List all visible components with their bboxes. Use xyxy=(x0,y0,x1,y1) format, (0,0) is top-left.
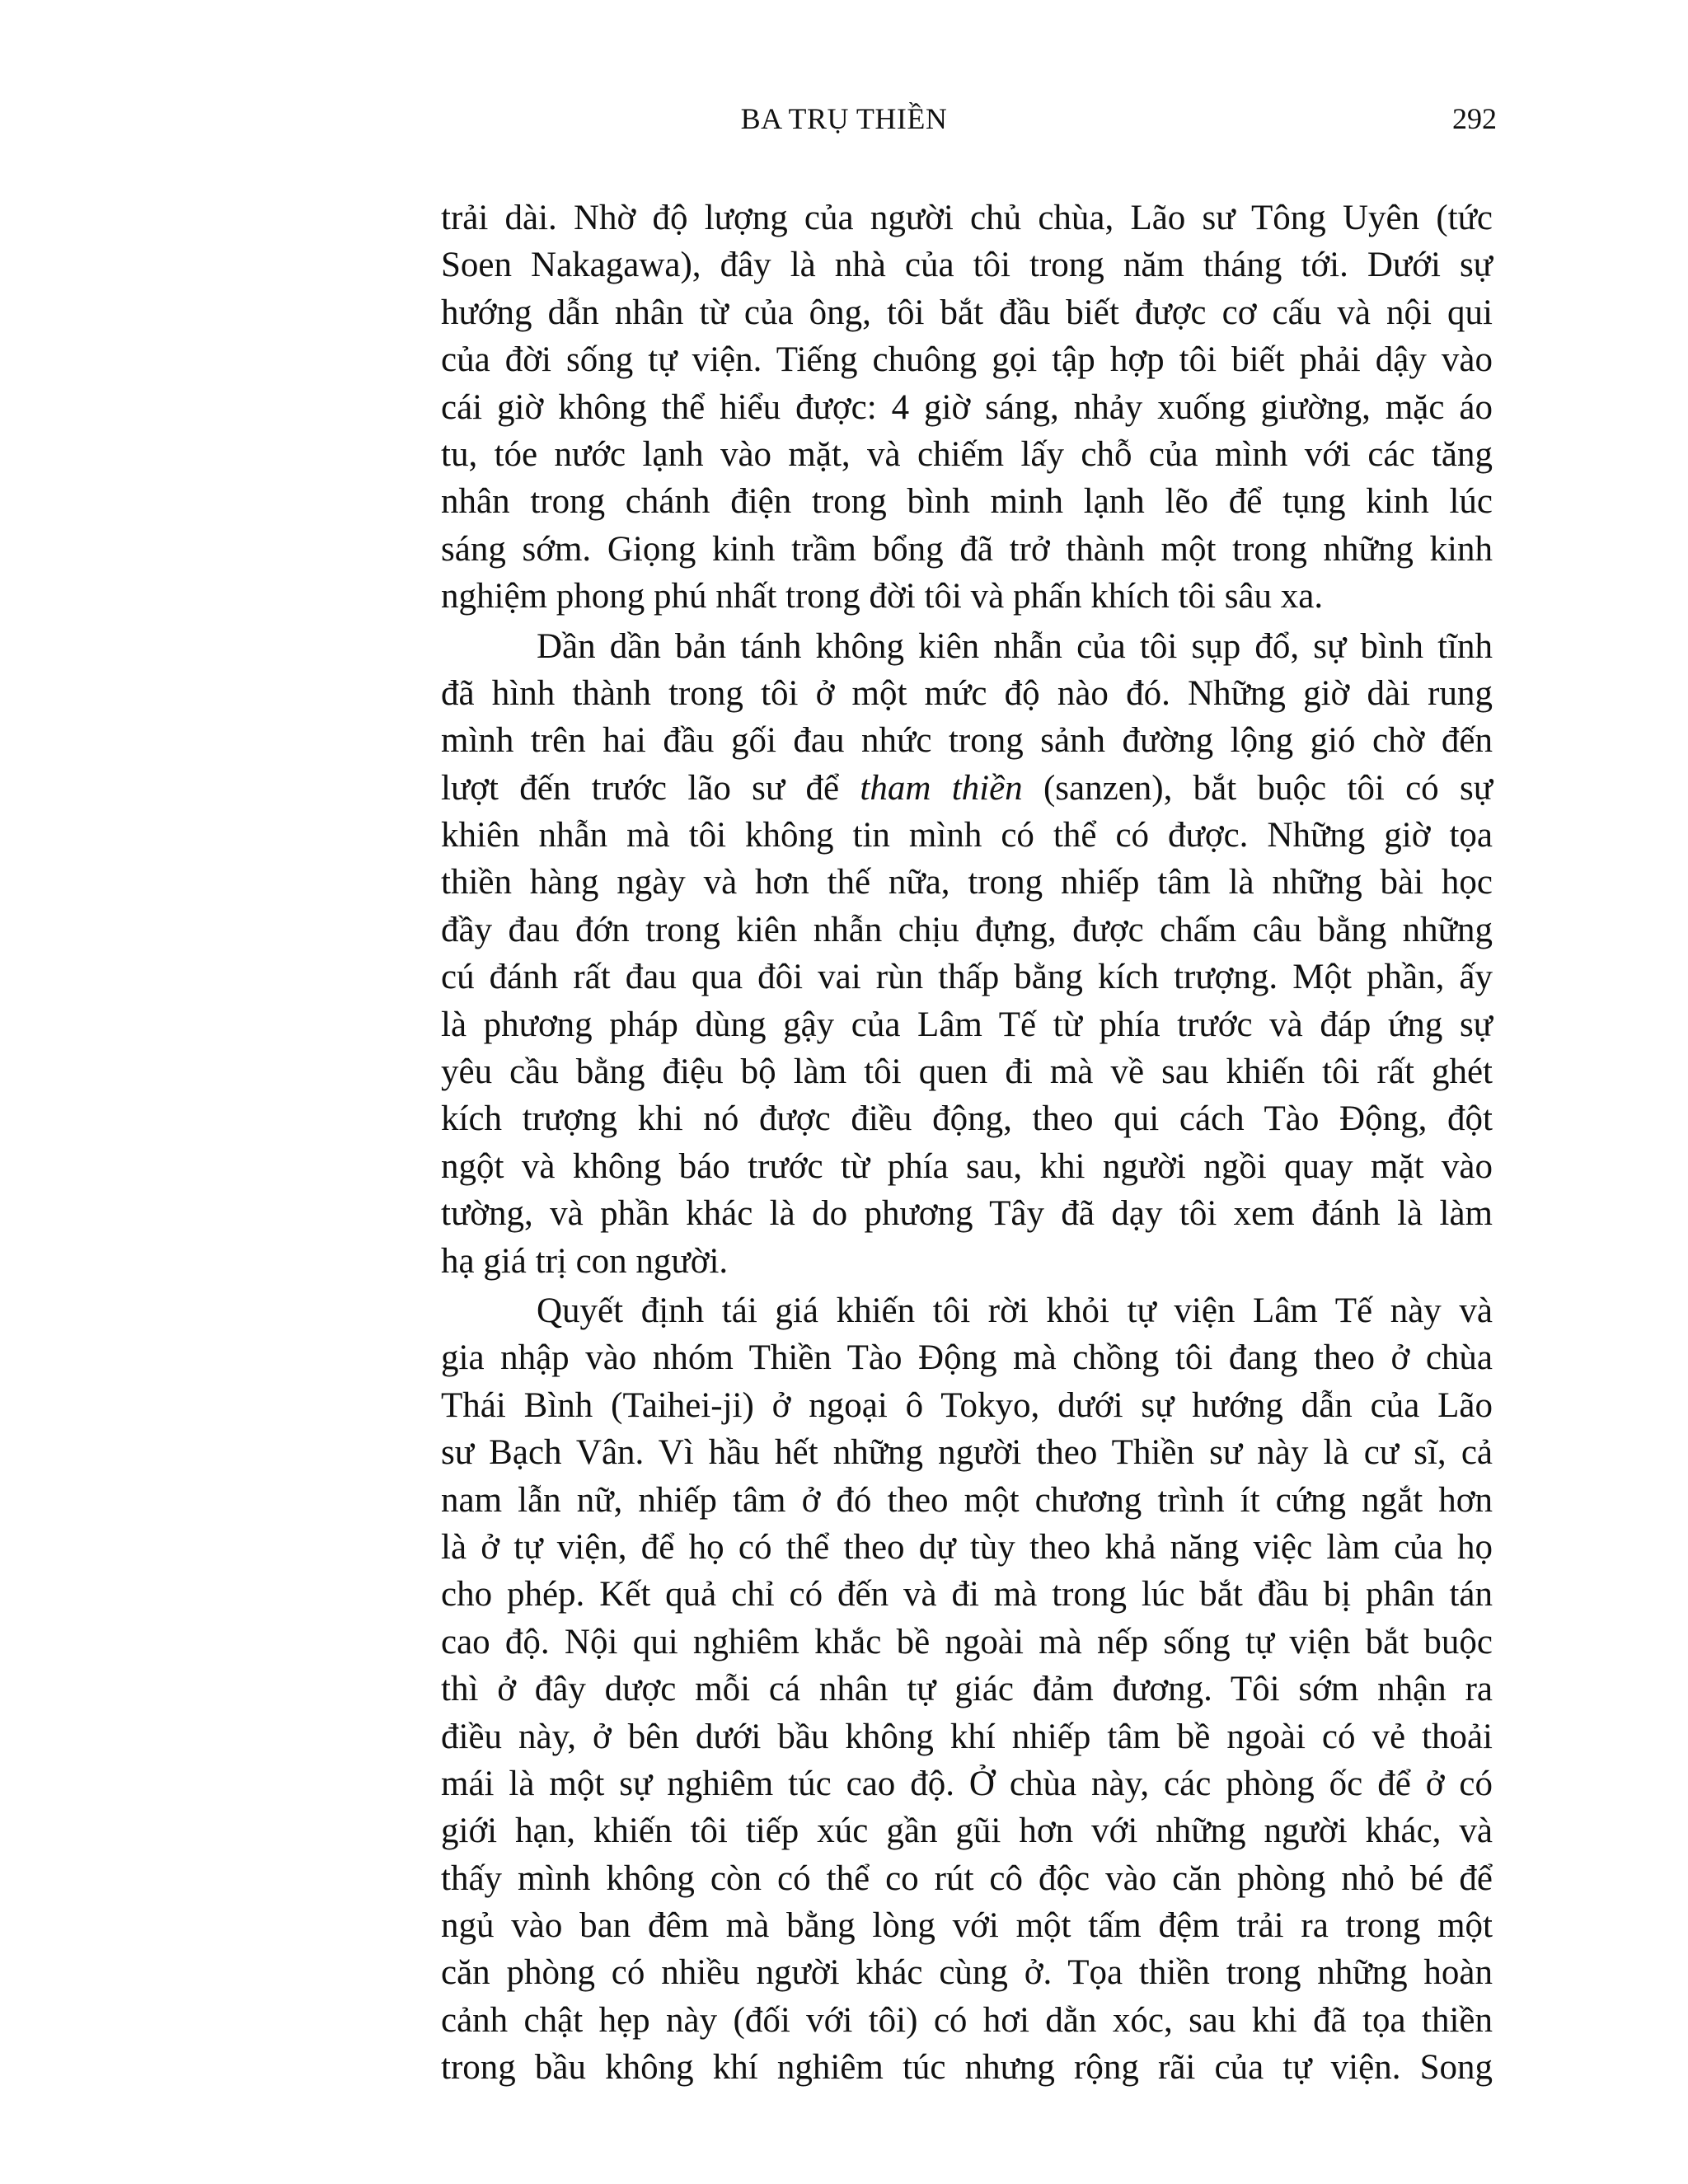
text-segment: cho phép. Kết quả chỉ có đến và đi mà trong lúc bắt đầu bị phân tán xyxy=(441,1575,1493,1615)
text-line xyxy=(441,1902,1493,1949)
text-segment: nhân trong chánh điện trong bình minh lạnh lẽo để tụng kinh lúc xyxy=(441,482,1493,522)
text-segment: giới hạn, khiến tôi tiếp xúc gần gũi hơn với những người khác, và xyxy=(441,1811,1493,1851)
text-line xyxy=(441,812,1493,859)
text-line xyxy=(441,1619,1493,1666)
body-text xyxy=(441,194,1493,2092)
text-line xyxy=(441,1997,1493,2044)
text-segment: thiền hàng ngày và hơn thế nữa, trong nhiếp tâm là những bài học xyxy=(441,863,1493,902)
text-line xyxy=(441,1238,1493,1285)
text-segment: của đời sống tự viện. Tiếng chuông gọi tập hợp tôi biết phải dậy vào xyxy=(441,340,1493,380)
text-segment: điều này, ở bên dưới bầu không khí nhiếp tâm bề ngoài có vẻ thoải xyxy=(441,1717,1493,1756)
page-header xyxy=(0,97,1688,140)
italic-term: tham thiền xyxy=(860,768,1023,808)
text-line xyxy=(441,1713,1493,1760)
text-line xyxy=(441,1524,1493,1571)
running-title: BA TRỤ THIỀN xyxy=(740,102,948,135)
text-segment: Dần dần bản tánh không kiên nhẫn của tôi sụp đổ, sự bình tĩnh xyxy=(537,626,1493,666)
text-line xyxy=(441,573,1493,620)
text-line xyxy=(441,1477,1493,1524)
text-segment: tu, tóe nước lạnh vào mặt, và chiếm lấy chỗ của mình với các tăng xyxy=(441,434,1493,474)
text-segment: khiên nhẫn mà tôi không tin mình có thể có được. Những giờ tọa xyxy=(441,816,1493,855)
text-segment: Quyết định tái giá khiến tôi rời khỏi tự viện Lâm Tế này và xyxy=(537,1291,1493,1330)
text-line xyxy=(441,1855,1493,1902)
text-line xyxy=(441,954,1493,1001)
text-line xyxy=(441,336,1493,383)
text-line xyxy=(441,623,1493,670)
text-segment: hướng dẫn nhân từ của ông, tôi bắt đầu biết được cơ cấu và nội qui xyxy=(441,293,1493,332)
text-segment: tường, và phần khác là do phương Tây đã dạy tôi xem đánh là làm xyxy=(441,1194,1493,1234)
text-segment: đã hình thành trong tôi ở một mức độ nào đó. Những giờ dài rung xyxy=(441,673,1493,713)
text-line xyxy=(441,717,1493,764)
text-segment: nam lẫn nữ, nhiếp tâm ở đó theo một chương trình ít cứng ngắt hơn xyxy=(441,1480,1493,1520)
text-line xyxy=(441,1760,1493,1807)
text-segment: cái giờ không thể hiểu được: 4 giờ sáng, nhảy xuống giường, mặc áo xyxy=(441,387,1493,427)
text-line xyxy=(441,765,1493,812)
text-line xyxy=(441,1807,1493,1854)
text-segment: trong bầu không khí nghiêm túc nhưng rộng rãi của tự viện. Song xyxy=(441,2048,1493,2088)
text-segment: cao độ. Nội qui nghiêm khắc bề ngoài mà nếp sống tự viện bắt buộc xyxy=(441,1622,1493,1661)
text-segment: trải dài. Nhờ độ lượng của người chủ chùa, Lão sư Tông Uyên (tức xyxy=(441,199,1493,237)
text-line xyxy=(441,1048,1493,1095)
text-segment: Soen Nakagawa), đây là nhà của tôi trong năm tháng tới. Dưới sự xyxy=(441,246,1493,285)
text-segment: nghiệm phong phú nhất trong đời tôi và phấn khích tôi sâu xa. xyxy=(441,577,1324,616)
page-number: 292 xyxy=(1452,102,1497,135)
text-line xyxy=(441,1571,1493,1618)
text-line xyxy=(441,1429,1493,1476)
text-segment: ngột và không báo trước từ phía sau, khi người ngồi quay mặt vào xyxy=(441,1146,1493,1186)
text-line xyxy=(441,431,1493,478)
text-line xyxy=(441,1143,1493,1190)
text-segment: yêu cầu bằng điệu bộ làm tôi quen đi mà về sau khiến tôi rất ghét xyxy=(441,1052,1493,1092)
text-segment: căn phòng có nhiều người khác cùng ở. Tọa thiền trong những hoàn xyxy=(441,1953,1493,1993)
text-segment: đầy đau đớn trong kiên nhẫn chịu đựng, được chấm câu bằng những xyxy=(441,910,1493,949)
text-segment: kích trượng khi nó được điều động, theo qui cách Tào Động, đột xyxy=(441,1099,1493,1139)
text-line xyxy=(441,1382,1493,1429)
text-segment: cú đánh rất đau qua đôi vai rùn thấp bằng kích trượng. Một phần, ấy xyxy=(441,958,1493,997)
text-segment: là phương pháp dùng gậy của Lâm Tế từ phía trước và đáp ứng sự xyxy=(441,1005,1493,1044)
text-line xyxy=(441,670,1493,717)
text-line xyxy=(441,194,1493,241)
text-segment: sáng sớm. Giọng kinh trầm bổng đã trở thành một trong những kinh xyxy=(441,529,1493,569)
text-line xyxy=(441,1666,1493,1713)
text-line xyxy=(441,241,1493,288)
text-segment: thì ở đây dược mỗi cá nhân tự giác đảm đương. Tôi sớm nhận ra xyxy=(441,1670,1493,1709)
text-segment: mình trên hai đầu gối đau nhức trong sảnh đường lộng gió chờ đến xyxy=(441,721,1493,761)
text-line xyxy=(441,907,1493,954)
text-segment: cảnh chật hẹp này (đối với tôi) có hơi dằn xóc, sau khi đã tọa thiền xyxy=(441,2000,1493,2040)
text-segment: hạ giá trị con người. xyxy=(441,1241,729,1281)
text-segment: ngủ vào ban đêm mà bằng lòng với một tấm đệm trải ra trong một xyxy=(441,1906,1493,1946)
text-line xyxy=(441,289,1493,336)
text-line xyxy=(441,1095,1493,1142)
text-line xyxy=(441,1949,1493,1996)
text-segment: thấy mình không còn có thể co rút cô độc vào căn phòng nhỏ bé để xyxy=(441,1858,1493,1898)
text-segment: (sanzen), bắt buộc tôi có sự xyxy=(1022,768,1493,808)
text-line xyxy=(441,1287,1493,1334)
text-segment: Thái Bình (Taihei-ji) ở ngoại ô Tokyo, dưới sự hướng dẫn của Lão xyxy=(441,1385,1493,1425)
text-line xyxy=(441,1334,1493,1381)
text-segment: là ở tự viện, để họ có thể theo dự tùy theo khả năng việc làm của họ xyxy=(441,1527,1493,1567)
text-line xyxy=(441,1190,1493,1237)
text-line xyxy=(441,478,1493,525)
text-line xyxy=(441,526,1493,573)
text-segment: lượt đến trước lão sư để xyxy=(441,768,860,808)
text-line xyxy=(441,859,1493,906)
text-segment: sư Bạch Vân. Vì hầu hết những người theo Thiền sư này là cư sĩ, cả xyxy=(441,1433,1493,1473)
text-segment: mái là một sự nghiêm túc cao độ. Ở chùa này, các phòng ốc để ở có xyxy=(441,1764,1493,1803)
text-line xyxy=(441,2044,1493,2091)
text-segment: gia nhập vào nhóm Thiền Tào Động mà chồng tôi đang theo ở chùa xyxy=(441,1338,1493,1378)
text-line xyxy=(441,1001,1493,1048)
text-line xyxy=(441,384,1493,431)
